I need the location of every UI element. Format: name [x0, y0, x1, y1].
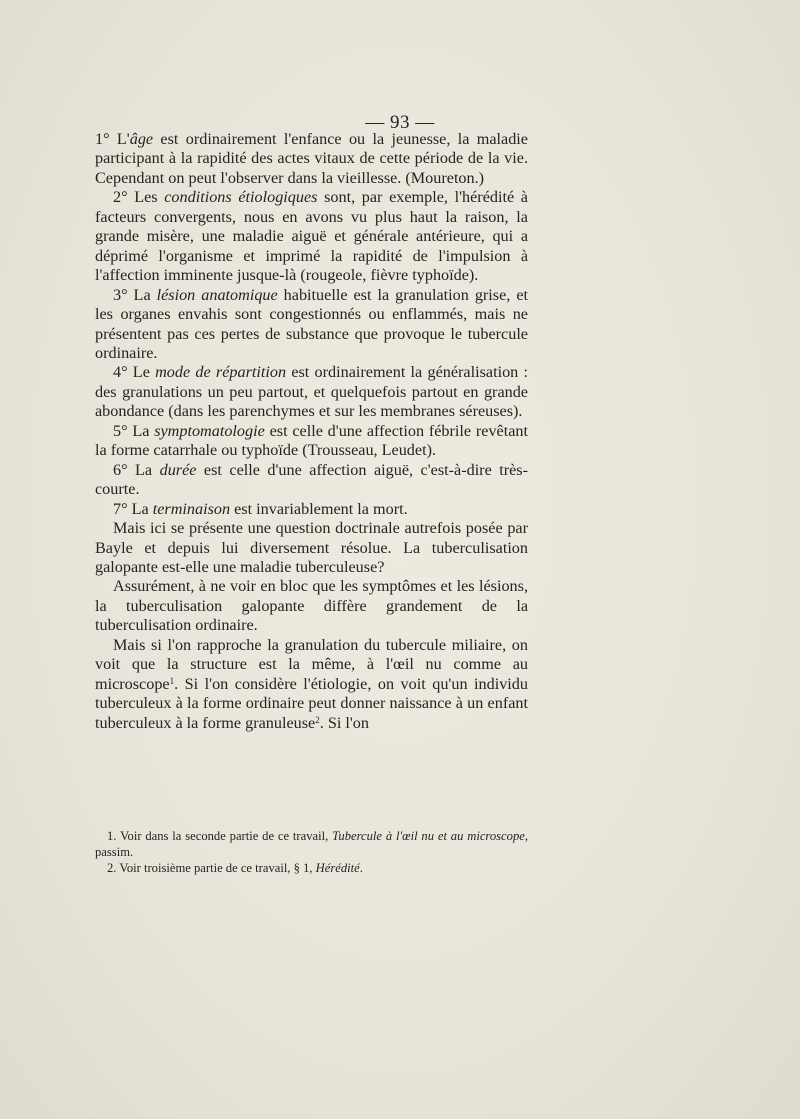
item-term: âge [129, 130, 154, 148]
item-prefix: 5° La [113, 421, 155, 440]
item-text: est invariablement la mort. [230, 499, 408, 518]
item-text: . Si l'on considère l'étiologie, on voit qu'un individu tuberculeux à la forme ordinaire peut donner naissance à un enfant tuberculeux à la forme granuleuse [95, 674, 528, 732]
paragraph-assurement [95, 577, 528, 635]
paragraph-etiology [95, 188, 528, 285]
item-text: Mais si l'on rapproche la granulation du tubercule miliaire, on voit que la structure est la même, à l'œil nu comme au microscope [95, 635, 528, 693]
item-text: Assurément, à ne voir en bloc que les symptômes et les lésions, la tuberculisation galopante diffère grandement de la tuberculisation ordinaire. [95, 577, 528, 635]
item-prefix: 1° L' [95, 130, 130, 148]
paragraph-duration [95, 461, 528, 500]
item-term: lésion anatomique [156, 285, 278, 304]
item-term: terminaison [152, 499, 231, 518]
paragraph-comparison [95, 636, 528, 733]
footnote-ref[interactable]: 2 [315, 714, 320, 725]
paragraph-question [95, 519, 528, 577]
footnote-title: Hérédité [315, 861, 360, 875]
footnote-title: Tubercule à l'œil nu et au microscope [332, 829, 525, 843]
item-term: symptomatologie [154, 421, 265, 440]
item-text: sont, par exemple, l'hérédité à facteurs convergents, nous en avons vu plus haut la raison, la grande misère, une maladie aiguë et générale antérieure, qui a déprimé l'organisme et imprimé la rapidité de l'impulsion à l'affection imminente jusque-là (rougeole, fièvre typhoïde). [95, 188, 528, 285]
body-text [95, 130, 528, 733]
footnote-text: 1. Voir dans la seconde partie de ce travail, [107, 829, 333, 843]
item-prefix: 3° La [113, 285, 157, 304]
item-term: conditions étiologiques [164, 188, 318, 207]
item-term: mode de répartition [155, 363, 287, 382]
footnote-1 [95, 828, 528, 860]
footnote-text: 2. Voir troisième partie de ce travail, § 1, [107, 861, 316, 875]
item-text: est ordinairement l'enfance ou la jeunesse, la maladie participant à la rapidité des actes vitaux de cette période de la vie. Cependant on peut l'observer dans la vieillesse. (Moureton.) [95, 130, 528, 187]
paragraph-symptoms [95, 422, 528, 461]
paragraph-lesion [95, 286, 528, 364]
item-term: durée [159, 460, 197, 479]
item-prefix: 6° La [113, 460, 160, 479]
footnote-text: . [359, 861, 363, 875]
item-prefix: 7° La [113, 499, 153, 518]
paragraph-age [95, 130, 528, 188]
footnote-text: , passim. [95, 829, 528, 859]
item-prefix: 4° Le [113, 363, 156, 382]
footnote-ref[interactable]: 1 [169, 675, 175, 686]
item-text: est ordinairement la généralisation : des granulations un peu partout, et quelquefois partout en grande abondance (dans les parenchymes et sur les membranes séreuses). [95, 363, 528, 421]
item-text: habituelle est la granulation grise, et les organes envahis sont congestionnés ou enflammés, mais ne présentent pas ces pertes de substance que provoque le tubercule ordinaire. [95, 285, 529, 362]
footnote-2 [95, 860, 528, 876]
item-text: est celle d'une affection fébrile revêtant la forme catarrhale ou typhoïde (Trousseau, Leudet). [95, 421, 528, 460]
item-text: est celle d'une affection aiguë, c'est-à-dire très-courte. [95, 460, 529, 499]
item-text: . Si l'on [319, 713, 369, 732]
paragraph-distribution [95, 363, 528, 421]
page-number: — 93 — [365, 112, 435, 133]
footnotes [95, 828, 528, 876]
paragraph-termination [95, 500, 528, 519]
item-prefix: 2° Les [113, 188, 165, 207]
item-text: Mais ici se présente une question doctrinale autrefois posée par Bayle et depuis lui diversement résolue. La tuberculisation galopante est-elle une maladie tuberculeuse? [95, 519, 528, 576]
